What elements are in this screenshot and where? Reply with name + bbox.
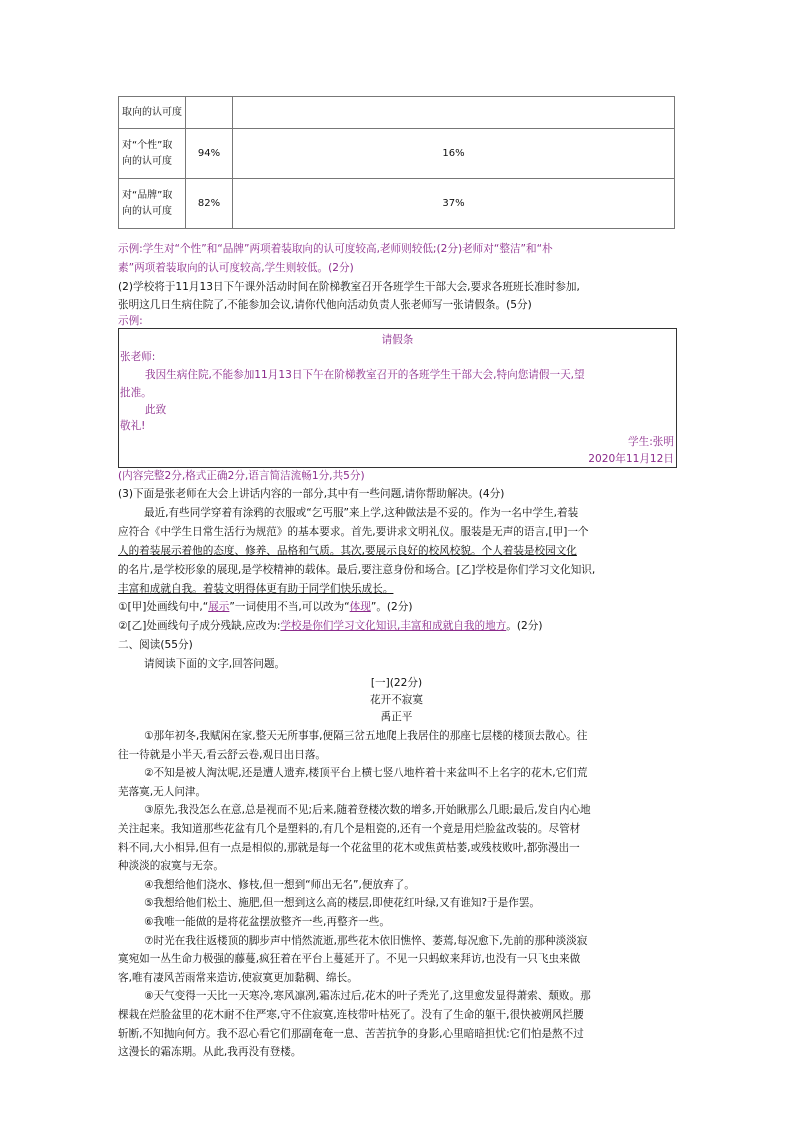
sub-question-text: ②[乙]处画线句子成分残缺,应改为: [118,620,281,632]
table-cell: 取向的认可度 [119,97,186,129]
question-text: (2)学校将于11月13日下午课外活动时间在阶梯教室召开各班学生干部大会,要求各班班长准时参加, [118,281,580,293]
passage-line: 这漫长的霜冻期。从此,我再没有登楼。 [118,1046,302,1058]
table-cell [186,97,233,129]
passage-line: 种淡淡的寂寞与无奈。 [118,860,224,872]
passage-line: ⑤我想给他们松土、施肥,但一想到这么高的楼层,即使花红叶绿,又有谁知?于是作罢。 [144,897,541,909]
paragraph-line: 人的着装展示着他的态度、修养、品格和气质。其次,要展示良好的校风校貌。个人着装是校园文化 [118,545,577,557]
example-label: 示例: [118,315,143,327]
answer-line: 示例:学生对“个性”和“品牌”两项着装取向的认可度较高,老师则较低;(2分)老师对“整洁”和“朴 [118,243,553,255]
leave-note-date: 2020年11月12日 [588,453,674,465]
passage-line: 寞宛如一丛生命力极强的藤蔓,疯狂着在平台上蔓延开了。不见一只蚂蚁来拜访,也没有一只飞虫来做 [118,953,581,965]
leave-note-closing: 此致 [145,404,167,416]
question-text: 张明这几日生病住院了,不能参加会议,请你代他向活动负责人张老师写一张请假条。(5分) [118,299,532,311]
section-heading: 二、阅读(55分) [118,639,193,651]
leave-note-body: 我因生病住院,不能参加11月13日下午在阶梯教室召开的各班学生干部大会,特向您请假一天,望 [145,369,585,381]
paragraph-line: 应符合《中学生日常生活行为规范》的基本要求。首先,要讲求文明礼仪。服装是无声的语言,[甲]一个 [118,526,589,538]
table-row [119,179,675,229]
passage-line: 芜落寞,无人问津。 [118,786,207,798]
part-label: [一](22分) [370,677,423,689]
passage-line: ⑧天气变得一天比一天寒冷,寒风凛冽,霜冻过后,花木的叶子秃光了,这里愈发显得萧索、颓败。那 [144,990,591,1002]
passage-line: ⑥我唯一能做的是将花盆摆放整齐一些,再整齐一些。 [144,916,390,928]
answer-fill: 体现 [349,601,371,613]
survey-table [118,96,675,229]
scoring-note: (内容完整2分,格式正确2分,语言简洁流畅1分,共5分) [118,470,365,482]
passage-line: 棵栽在烂脸盆里的花木耐不住严寒,守不住寂寞,连枝带叶枯死了。没有了生命的躯干,很快被朔风拦腰 [118,1009,584,1021]
passage-title: 花开不寂寞 [370,694,423,706]
passage-line: 客,唯有凄风苦雨常来造访,使寂寞更加黏稠、绵长。 [118,972,358,984]
table-cell [233,97,675,129]
passage-line: ③原先,我没怎么在意,总是视而不见;后来,随着登楼次数的增多,开始瞅那么几眼;最后,发自内心地 [144,804,591,816]
table-row [119,129,675,179]
leave-note-body: 批准。 [120,387,152,399]
answer-fill: 学校是你们学习文化知识,丰富和成就自我的地方 [280,620,507,632]
passage-line: 料不同,大小相异,但有一点是相似的,那就是每一个花盆里的花木或焦黄枯萎,或残枝败叶,都弥漫出一 [118,842,580,854]
passage-line: ⑦时光在我往返楼顶的脚步声中悄然流逝,那些花木依旧憔悴、萎蔫,每况愈下,先前的那种淡淡寂 [144,935,588,947]
sub-question [118,617,542,636]
sub-question-text: ”。(2分) [370,601,413,613]
table-cell: 82% [186,179,233,229]
answer-fill: 展示 [208,601,230,613]
answer-line: 素”两项着装取向的认可度较高,学生则较低。(2分) [118,262,354,274]
question-text: (3)下面是张老师在大会上讲话内容的一部分,其中有一些问题,请你帮助解决。(4分) [118,488,505,500]
sub-question [118,598,413,617]
passage-line: 斩断,不知抛向何方。我不忍心看它们那副奄奄一息、苦苦抗争的身影,心里暗暗担忧:它们怕是熬不过 [118,1028,584,1040]
table-row [119,97,675,129]
sub-question-text: 。(2分) [506,620,543,632]
table-cell: 16% [233,129,675,179]
leave-note-closing: 敬礼! [120,420,146,432]
leave-note-box [118,328,677,468]
passage-line: ②不知是被人淘汰呢,还是遭人遗弃,楼顶平台上横七竖八地杵着十来盆叫不上名字的花木,它们荒 [144,767,588,779]
instruction: 请阅读下面的文字,回答问题。 [144,658,286,670]
paragraph-line: 的名片,是学校形象的展现,是学校精神的载体。最后,要注意身份和场合。[乙]学校是你们学习文化知识, [118,564,596,576]
leave-note-signature: 学生:张明 [628,436,674,448]
sub-question-text: ”一词使用不当,可以改为“ [229,601,350,613]
paragraph-line: 最近,有些同学穿着有涂鸦的衣服或“乞丐服”来上学,这种做法是不妥的。作为一名中学生,着装 [144,507,579,519]
passage-line: 往一待就是小半天,看云舒云卷,观日出日落。 [118,749,327,761]
table-cell: 对“品牌”取向的认可度 [119,179,186,229]
passage-author: 禹正平 [380,711,413,723]
sub-question-text: ①[甲]处画线句中,“ [118,601,209,613]
passage-line: 关注起来。我知道那些花盆有几个是塑料的,有几个是粗瓷的,还有一个竟是用烂脸盆改装的。尽管材 [118,823,581,835]
table-cell: 37% [233,179,675,229]
paragraph-line: 丰富和成就自我。着装文明得体更有助于同学们快乐成长。 [118,583,394,595]
passage-line: ①那年初冬,我赋闲在家,整天无所事事,便隔三岔五地爬上我居住的那座七层楼的楼顶去散心。往 [144,730,588,742]
leave-note-title: 请假条 [381,334,414,346]
passage-line: ④我想给他们浇水、修枝,但一想到“师出无名”,便放弃了。 [144,879,415,891]
table-cell: 94% [186,129,233,179]
leave-note-greeting: 张老师: [120,351,156,363]
table-cell: 对“个性”取向的认可度 [119,129,186,179]
